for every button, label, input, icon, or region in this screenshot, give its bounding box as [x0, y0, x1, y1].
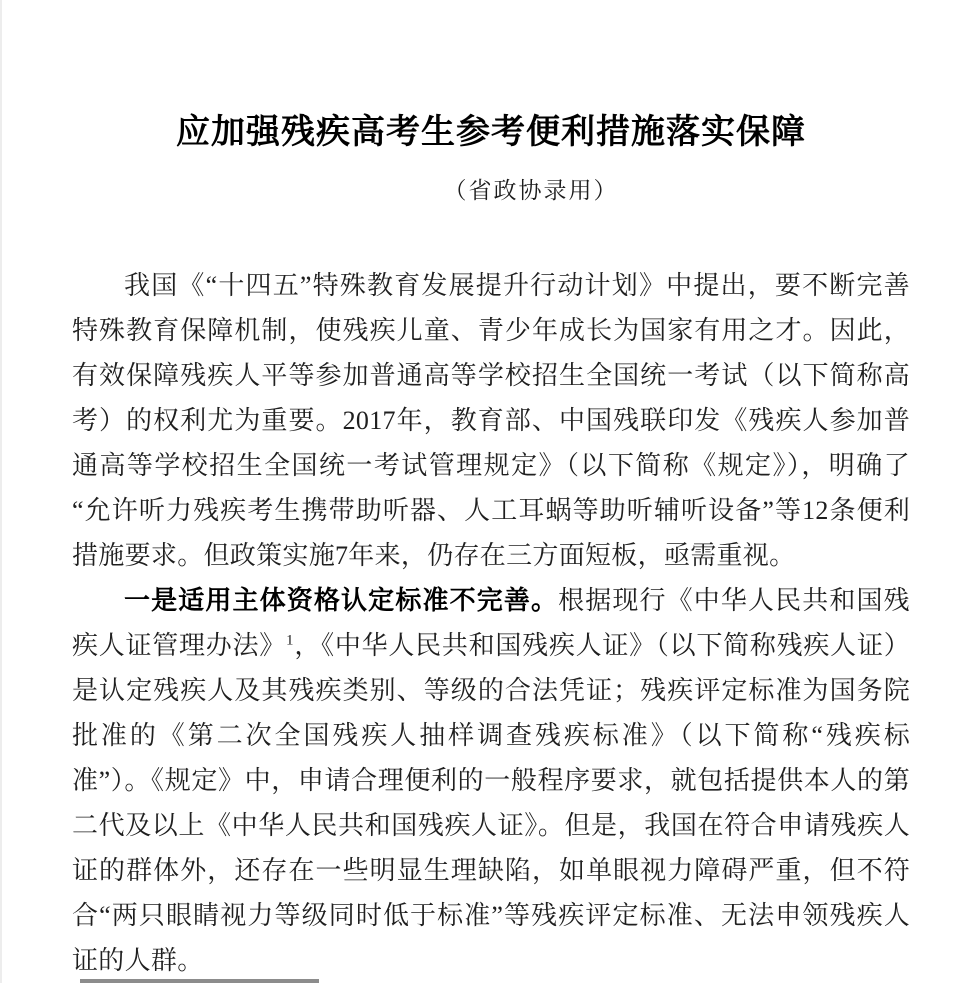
paragraph-point-one [72, 578, 910, 983]
paragraph-bold-lead: 一是适用主体资格认定标准不完善。 [124, 585, 559, 615]
document-title: 应加强残疾高考生参考便利措施落实保障 [176, 113, 806, 151]
paragraph-intro [72, 263, 910, 578]
footnote-separator-rule [80, 979, 319, 983]
document-body [72, 263, 910, 983]
document-subtitle: （省政协录用） [443, 178, 619, 203]
paragraph-text: 根据现行《中华人民共和国残疾人证管理办法》 [72, 586, 910, 660]
footnote-reference-1: 1 [286, 632, 294, 649]
paragraph-text: ，《中华人民共和国残疾人证》（以下简称残疾人证）是认定残疾人及其残疾类别、等级的合法凭证；残疾评定标准为国务院批准的《第二次全国残疾人抽样调查残疾标准》（以下简称“残疾标准”）。《规定》中，申请合理便利的一般程序要求，就包括提供本人的第二代及以上《中华人民共和国残疾人证》。但是，我国在符合申请残疾人证的群体外，还存在一些明显生理缺陷，如单眼视力障碍严重，但不符合“两只眼睛视力等级同时低于标准”等残疾评定标准、无法申领残疾人证的人群。 [72, 631, 910, 975]
paragraph-text: 我国《“十四五”特殊教育发展提升行动计划》中提出，要不断完善特殊教育保障机制，使残疾儿童、青少年成长为国家有用之才。因此，有效保障残疾人平等参加普通高等学校招生全国统一考试（以下简称高考）的权利尤为重要。2017年，教育部、中国残联印发《残疾人参加普通高等学校招生全国统一考试管理规定》（以下简称《规定》），明确了“允许听力残疾考生携带助听器、人工耳蜗等助听辅听设备”等12条便利措施要求。但政策实施7年来，仍存在三方面短板，亟需重视。 [72, 271, 910, 570]
